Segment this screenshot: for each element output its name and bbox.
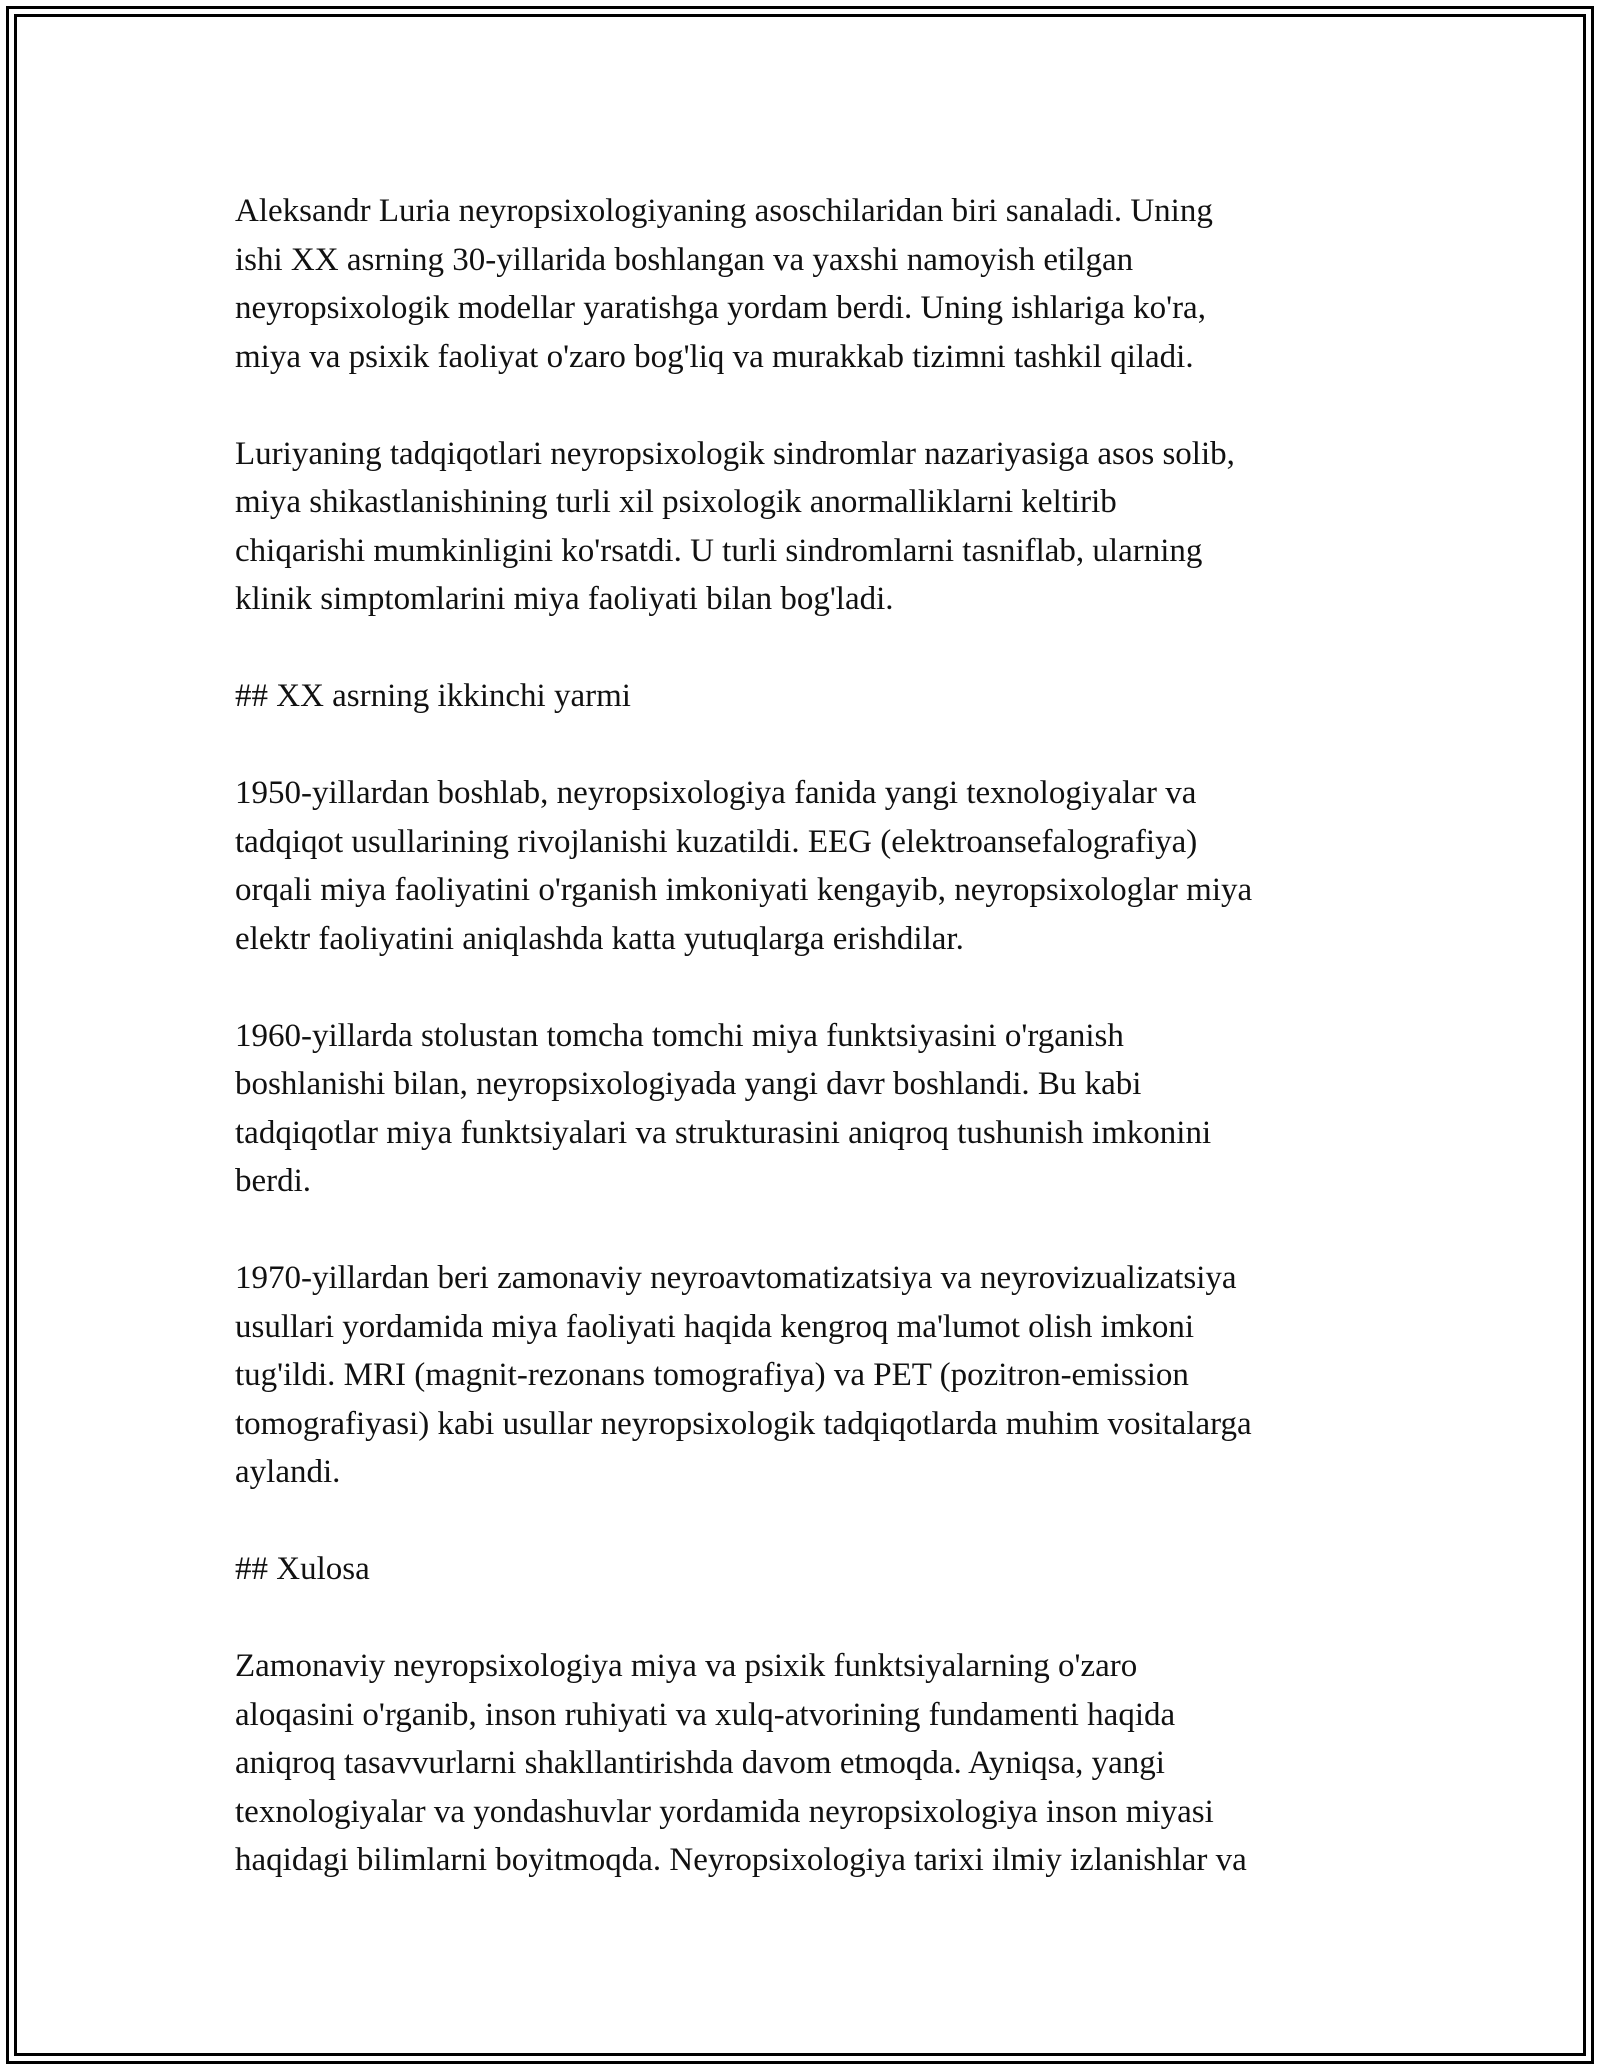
paragraph-line: ishi XX asrning 30-yillarida boshlangan va yaxshi namoyish etilgan [235,241,1134,278]
paragraph [235,1254,1375,1497]
section-heading [235,1545,1375,1594]
heading-text: ## XX asrning ikkinchi yarmi [235,678,631,714]
paragraph-line: texnologiyalar va yondashuvlar yordamida neyropsixologiya inson miyasi [235,1793,1214,1830]
paragraph [235,1012,1375,1206]
paragraph-line: neyropsixologik modellar yaratishga yordam berdi. Uning ishlariga ko'ra, [235,290,1206,326]
section-heading [235,672,1375,721]
paragraph [235,430,1375,624]
paragraph-line: chiqarishi mumkinligini ko'rsatdi. U turli sindromlarni tasniflab, ularning [235,532,1203,569]
paragraph-line: berdi. [235,1163,312,1199]
paragraph-line: aloqasini o'rganib, inson ruhiyati va xulq-atvorining fundamenti haqida [235,1696,1176,1733]
paragraph-line: boshlanishi bilan, neyropsixologiyada yangi davr boshlandi. Bu kabi [235,1066,1142,1102]
paragraph-line: klinik simptomlarini miya faoliyati bilan bog'ladi. [235,581,894,617]
paragraph-line: miya va psixik faoliyat o'zaro bog'liq va murakkab tizimni tashkil qiladi. [235,338,1194,375]
paragraph-line: Luriyaning tadqiqotlari neyropsixologik sindromlar nazariyasiga asos solib, [235,435,1235,472]
heading-text: ## Xulosa [235,1551,370,1587]
paragraph-line: aylandi. [235,1454,341,1490]
paragraph [235,187,1375,381]
paragraph-line: Zamonaviy neyropsixologiya miya va psixik funktsiyalarning o'zaro [235,1648,1138,1684]
paragraph [235,769,1375,963]
paragraph-line: 1960-yillarda stolustan tomcha tomchi miya funktsiyasini o'rganish [235,1017,1124,1054]
paragraph-line: 1970-yillardan beri zamonaviy neyroavtomatizatsiya va neyrovizualizatsiya [235,1260,1237,1296]
paragraph-line: tug'ildi. MRI (magnit-rezonans tomografiya) va PET (pozitron-emission [235,1357,1189,1393]
paragraph-line: Aleksandr Luria neyropsixologiyaning asoschilaridan biri sanaladi. Uning [235,193,1213,229]
paragraph-line: elektr faoliyatini aniqlashda katta yutuqlarga erishdilar. [235,920,964,957]
paragraph [235,1642,1375,1885]
paragraph-line: tomografiyasi) kabi usullar neyropsixologik tadqiqotlarda muhim vositalarga [235,1405,1252,1442]
paragraph-line: 1950-yillardan boshlab, neyropsixologiya fanida yangi texnologiyalar va [235,775,1197,811]
paragraph-line: tadqiqotlar miya funktsiyalari va strukturasini aniqroq tushunish imkonini [235,1114,1212,1151]
document-body [235,187,1375,1885]
paragraph-line: orqali miya faoliyatini o'rganish imkoniyati kengayib, neyropsixologlar miya [235,872,1253,908]
paragraph-line: haqidagi bilimlarni boyitmoqda. Neyropsixologiya tarixi ilmiy izlanishlar va [235,1842,1247,1878]
paragraph-line: miya shikastlanishining turli xil psixologik anormalliklarni keltirib [235,484,1117,520]
paragraph-line: tadqiqot usullarining rivojlanishi kuzatildi. EEG (elektroansefalografiya) [235,823,1198,860]
paragraph-line: usullari yordamida miya faoliyati haqida kengroq ma'lumot olish imkoni [235,1308,1195,1345]
paragraph-line: aniqroq tasavvurlarni shakllantirishda davom etmoqda. Ayniqsa, yangi [235,1745,1165,1781]
